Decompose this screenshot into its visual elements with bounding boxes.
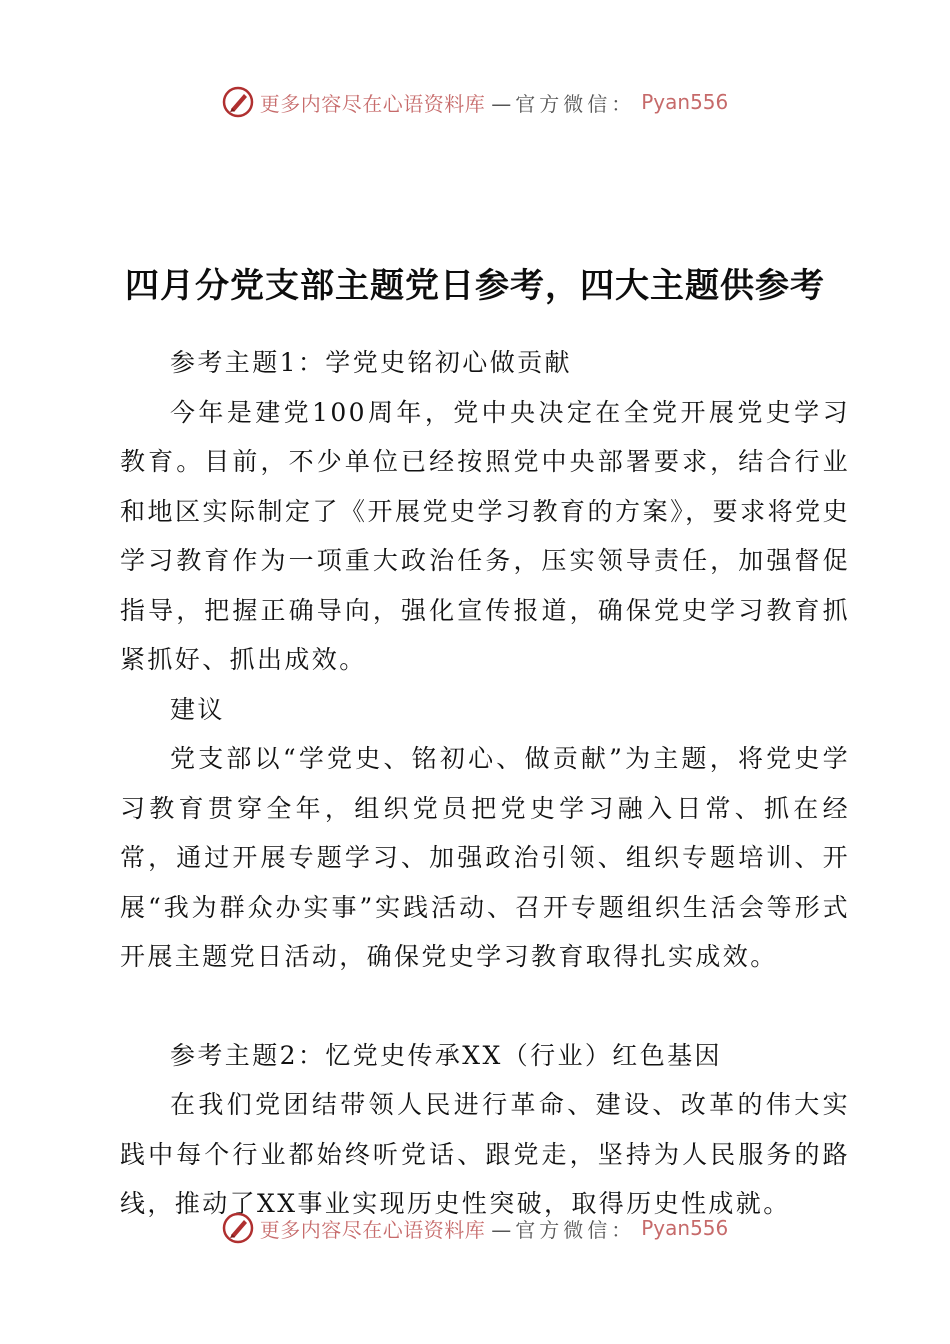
- watermark-wechat-id: Pyan556: [641, 90, 729, 114]
- watermark-wechat-id: Pyan556: [641, 1216, 729, 1240]
- document-body: [120, 338, 850, 1229]
- pen-logo-icon: [222, 86, 254, 118]
- watermark-text: 更多内容尽在心语资料库: [259, 91, 486, 116]
- watermark-wechat-label: —官方微信：: [491, 91, 636, 116]
- pen-logo-icon: [222, 1212, 254, 1244]
- suggestion-heading: 建议: [170, 694, 225, 724]
- watermark-wechat-label: —官方微信：: [491, 1217, 636, 1242]
- paragraph-spacer: [120, 982, 850, 1031]
- topic-2-paragraph: 在我们党团结带领人民进行革命、建设、改革的伟大实践中每个行业都始终听党话、跟党走，坚持为人民服务的路线，推动了XX事业实现历史性突破，取得历史性成就。: [120, 1090, 850, 1218]
- document-title: 四月分党支部主题党日参考，四大主题供参考: [125, 266, 825, 306]
- topic-1-paragraph: 今年是建党100周年，党中央决定在全党开展党史学习教育。目前，不少单位已经按照党中央部署要求，结合行业和地区实际制定了《开展党史学习教育的方案》，要求将党史学习教育作为一项重大政治任务，压实领导责任，加强督促指导，把握正确导向，强化宣传报道，确保党史学习教育抓紧抓好、抓出成效。: [120, 397, 850, 674]
- topic-2-heading: 参考主题2：忆党史传承XX（行业）红色基因: [170, 1040, 722, 1070]
- topic-1-heading: 参考主题1：学党史铭初心做贡献: [170, 348, 572, 377]
- watermark-header: [0, 86, 950, 118]
- suggestion-paragraph: 党支部以“学党史、铭初心、做贡献”为主题，将党史学习教育贯穿全年，组织党员把党史学习融入日常、抓在经常，通过开展专题学习、加强政治引领、组织专题培训、开展“我为群众办实事”实践活动、召开专题组织生活会等形式开展主题党日活动，确保党史学习教育取得扎实成效。: [120, 744, 850, 971]
- watermark-footer: [0, 1212, 950, 1244]
- watermark-text: 更多内容尽在心语资料库: [259, 1217, 486, 1242]
